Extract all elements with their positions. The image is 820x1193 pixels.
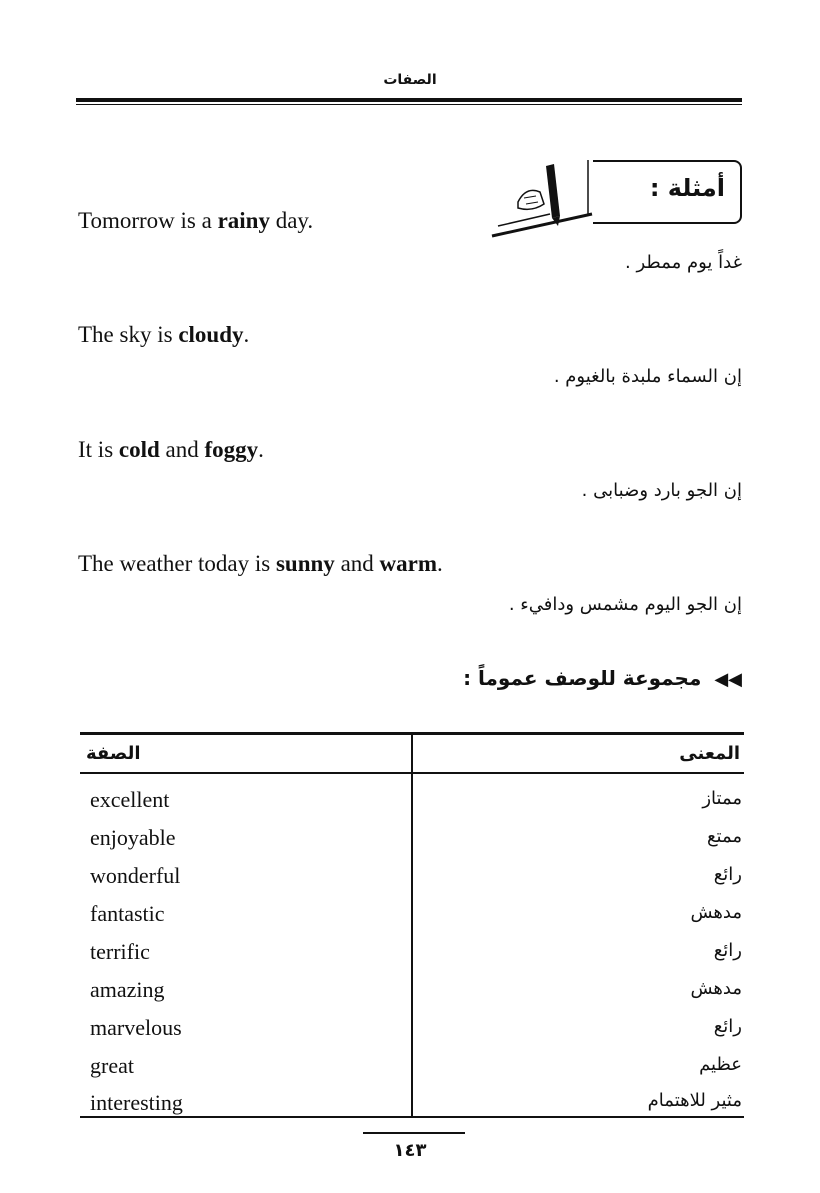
section-heading (463, 666, 742, 690)
table-header-adjective: الصفة (86, 743, 141, 764)
table-cell-adjective: wonderful (90, 863, 181, 888)
example-en: The weather today is sunny and warm. (78, 551, 443, 576)
footer-rule (363, 1132, 465, 1134)
table-cell-meaning: عظيم (699, 1054, 742, 1075)
table-cell-adjective: marvelous (90, 1015, 182, 1040)
table-cell-adjective: great (90, 1053, 134, 1078)
example-ar: غداً يوم ممطر . (625, 252, 742, 273)
double-arrow-icon: ◀◀ (714, 669, 742, 690)
example-en: The sky is cloudy. (78, 322, 250, 347)
table-column-divider (411, 734, 413, 1118)
table-cell-meaning: رائع (713, 940, 742, 961)
example-en: It is cold and foggy. (78, 437, 264, 462)
example-ar: إن السماء ملبدة بالغيوم . (553, 366, 742, 387)
table-header-rule (80, 772, 744, 774)
page-header-title: الصفات (383, 72, 437, 88)
page-number: ١٤٣ (393, 1140, 427, 1161)
header-rule (76, 98, 742, 102)
table-cell-meaning: مدهش (690, 978, 742, 999)
examples-label: أمثلة : (649, 174, 725, 202)
table-cell-adjective: interesting (90, 1090, 183, 1115)
header-rule-thin (76, 104, 742, 105)
table-bottom-rule (80, 1116, 744, 1118)
table-cell-adjective: terrific (90, 939, 150, 964)
table-cell-meaning: ممتاز (702, 788, 742, 809)
table-cell-adjective: fantastic (90, 901, 165, 926)
table-header-meaning: المعنى (679, 743, 740, 764)
table-cell-adjective: excellent (90, 787, 170, 812)
table-cell-adjective: enjoyable (90, 825, 176, 850)
pencil-hand-icon (488, 158, 598, 240)
example-ar: إن الجو اليوم مشمس ودافيء . (508, 594, 742, 615)
table-cell-meaning: ممتع (706, 826, 742, 847)
table-cell-meaning: رائع (713, 1016, 742, 1037)
example-en: Tomorrow is a rainy day. (78, 208, 314, 233)
example-ar: إن الجو بارد وضبابى . (581, 480, 742, 501)
section-heading-text: مجموعة للوصف عموماً : (463, 666, 702, 690)
table-cell-meaning: مدهش (690, 902, 742, 923)
table-cell-adjective: amazing (90, 977, 165, 1002)
table-cell-meaning: مثير للاهتمام (647, 1090, 742, 1111)
table-cell-meaning: رائع (713, 864, 742, 885)
